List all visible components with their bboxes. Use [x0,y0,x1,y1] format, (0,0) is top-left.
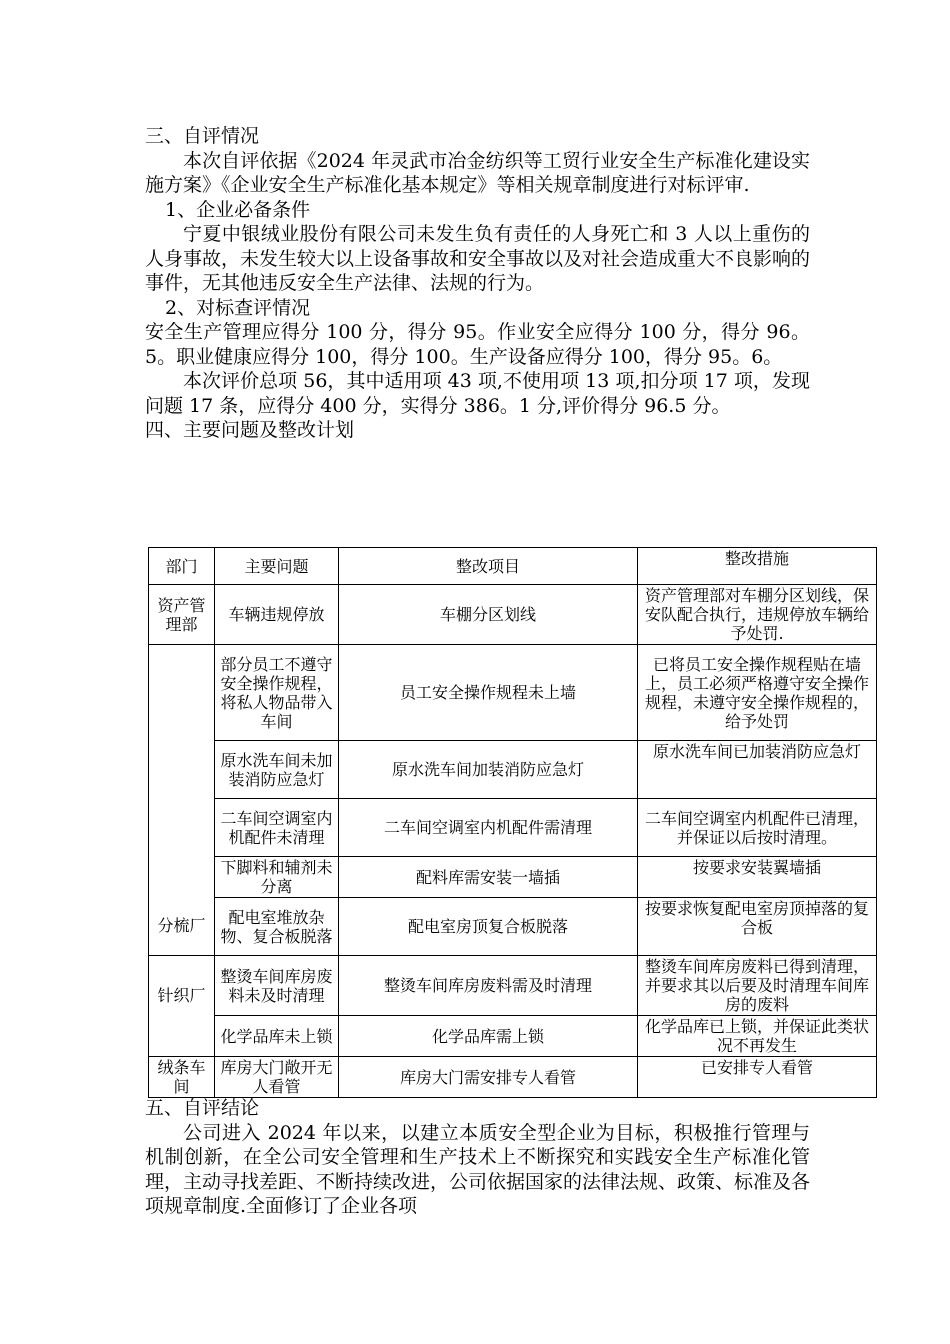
item-cell: 库房大门需安排专人看管 [339,1057,638,1098]
item-cell: 整烫车间库房废料需及时清理 [339,956,638,1016]
table-row [149,1016,877,1057]
document-body [145,124,810,443]
section4-heading: 四、主要问题及整改计划 [145,419,355,441]
problem-cell: 下脚料和辅剂未分离 [215,857,339,898]
section5-text: 公司进入 2024 年以来，以建立本质安全型企业为目标，积极推行管理与机制创新，在全公司安全管理和生产技术上不断探究和实践安全生产标准化管理，主动寻找差距、不断持续改进，公司依据国家的法律法规、政策、标准及各项规章制度.全面修订了企业各项 [145,1121,811,1217]
section3-intro: 本次自评依据《2024 年灵武市冶金纺织等工贸行业安全生产标准化建设实施方案》《企业安全生产标准化基本规定》等相关规章制度进行对标评审. [145,149,810,196]
header-problem: 主要问题 [215,548,339,585]
dept-cell: 资产管理部 [149,585,215,645]
section5-heading: 五、自评结论 [145,1097,260,1119]
header-item: 整改项目 [339,548,638,585]
table-row [149,645,877,741]
sub1-text: 宁夏中银绒业股份有限公司未发生负有责任的人身死亡和 3 人以上重伤的人身事故，未发生较大以上设备事故和安全事故以及对社会造成重大不良影响的事件，无其他违反安全生产法律、法规的行为。 [145,223,811,294]
item-cell: 化学品库需上锁 [339,1016,638,1057]
problem-cell: 车辆违规停放 [215,585,339,645]
table-row [149,741,877,799]
measure-cell: 整烫车间库房废料已得到清理，并要求其以后要及时清理车间库房的废料 [638,956,877,1016]
sub2-text: 安全生产管理应得分 100 分，得分 95。作业安全应得分 100 分，得分 96。5。职业健康应得分 100，得分 100。生产设备应得分 100，得分 95。6。 [145,321,810,368]
measure-cell: 按要求安装翼墙插 [638,857,877,898]
item-cell: 配料库需安装一墙插 [339,857,638,898]
measure-cell: 已安排专人看管 [638,1057,877,1098]
measure-cell: 化学品库已上锁，并保证此类状况不再发生 [638,1016,877,1057]
dept-cell: 针织厂 [149,956,215,1057]
table-row [149,799,877,857]
measure-cell: 已将员工安全操作规程贴在墙上，员工必须严格遵守安全操作规程，未遵守安全操作规程的，给予处罚 [638,645,877,741]
sub2-heading: 2、对标查评情况 [165,296,311,319]
table-row [149,956,877,1016]
table-row [149,585,877,645]
dept-cell: 绒条车间 [149,1057,215,1098]
table-header-row [149,548,877,585]
table-row [149,857,877,898]
item-cell: 员工安全操作规程未上墙 [339,645,638,741]
dept-cell: 分梳厂 [149,645,215,956]
problem-cell: 化学品库未上锁 [215,1016,339,1057]
problem-cell: 二车间空调室内机配件未清理 [215,799,339,857]
evaluation-summary: 本次评价总项 56，其中适用项 43 项,不使用项 13 项,扣分项 17 项，发现问题 17 条，应得分 400 分，实得分 386。1 分,评价得分 96.5 分。 [145,370,810,417]
rectification-table [148,547,877,1098]
conclusion-section [145,1096,810,1219]
measure-cell: 资产管理部对车棚分区划线，保安队配合执行，违规停放车辆给予处罚. [638,585,877,645]
problem-cell: 部分员工不遵守安全操作规程，将私人物品带入车间 [215,645,339,741]
sub1-heading: 1、企业必备条件 [165,198,311,221]
table-row [149,898,877,956]
problem-cell: 整烫车间库房废料未及时清理 [215,956,339,1016]
section3-heading: 三、自评情况 [145,125,260,147]
measure-cell: 二车间空调室内机配件已清理，并保证以后按时清理。 [638,799,877,857]
header-dept: 部门 [149,548,215,585]
problem-cell: 配电室堆放杂物、复合板脱落 [215,898,339,956]
problem-cell: 库房大门敞开无人看管 [215,1057,339,1098]
item-cell: 原水洗车间加装消防应急灯 [339,741,638,799]
measure-cell: 按要求恢复配电室房顶掉落的复合板 [638,898,877,956]
measure-cell: 原水洗车间已加装消防应急灯 [638,741,877,799]
item-cell: 二车间空调室内机配件需清理 [339,799,638,857]
problem-cell: 原水洗车间未加装消防应急灯 [215,741,339,799]
table-row [149,1057,877,1098]
item-cell: 配电室房顶复合板脱落 [339,898,638,956]
item-cell: 车棚分区划线 [339,585,638,645]
header-measure: 整改措施 [638,548,877,585]
